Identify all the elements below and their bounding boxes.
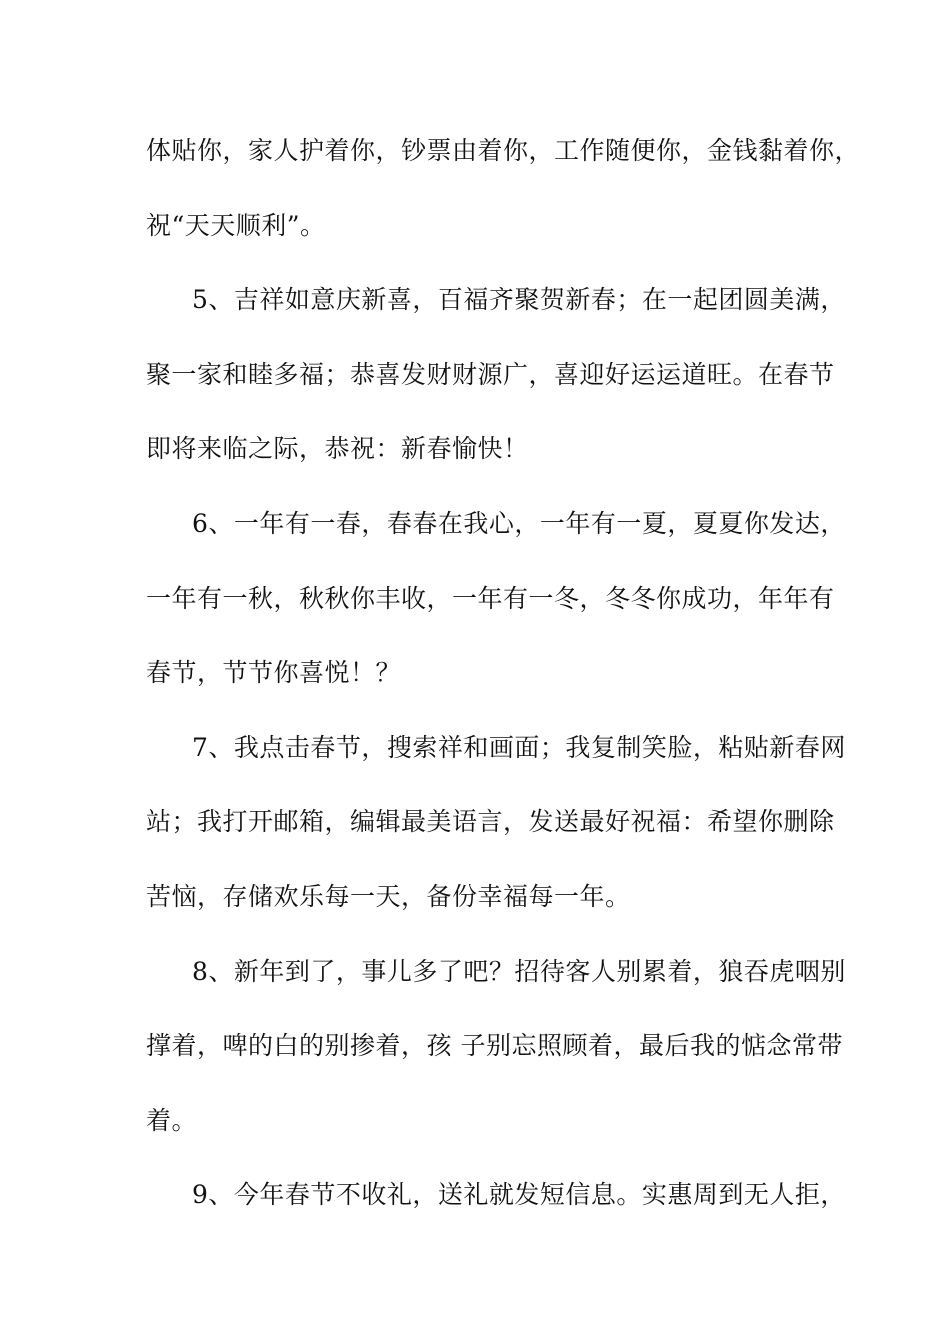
paragraph-start-line: 8、新年到了，事儿多了吧？招待客人别累着，狼吞虎咽别 xyxy=(192,956,846,986)
document-body xyxy=(146,128,861,1247)
paragraph-start-line: 7、我点击春节，搜索祥和画面；我复制笑脸，粘贴新春网 xyxy=(192,732,846,762)
paragraph-start-line: 6、一年有一春，春春在我心，一年有一夏，夏夏你发达， xyxy=(192,508,846,538)
text-line: 站；我打开邮箱，编辑最美语言，发送最好祝福：希望你删除 xyxy=(146,807,835,837)
text-line: 苦恼，存储欢乐每一天，备份幸福每一年。 xyxy=(146,881,631,911)
text-line: 体贴你，家人护着你，钞票由着你，工作随便你，金钱黏着你， xyxy=(146,136,861,165)
text-line: 着。 xyxy=(146,1105,198,1135)
text-line: 即将来临之际，恭祝：新春愉快！ xyxy=(146,434,529,464)
text-line: 撑着，啤的白的别掺着，孩 子别忘照顾着，最后我的惦念常带 xyxy=(146,1031,843,1061)
text-line: 春节，节节你喜悦！？ xyxy=(146,658,402,688)
text-line: 一年有一秋，秋秋你丰收，一年有一冬，冬冬你成功，年年有 xyxy=(146,583,835,613)
text-line: 聚一家和睦多福；恭喜发财财源广，喜迎好运运道旺。在春节 xyxy=(146,359,835,389)
paragraph-start-line: 5、吉祥如意庆新喜，百福齐聚贺新春；在一起团圆美满， xyxy=(192,285,846,315)
paragraph-start-line: 9、今年春节不收礼，送礼就发短信息。实惠周到无人拒， xyxy=(192,1180,846,1210)
text-line: 祝“天天顺利”。 xyxy=(146,210,326,240)
